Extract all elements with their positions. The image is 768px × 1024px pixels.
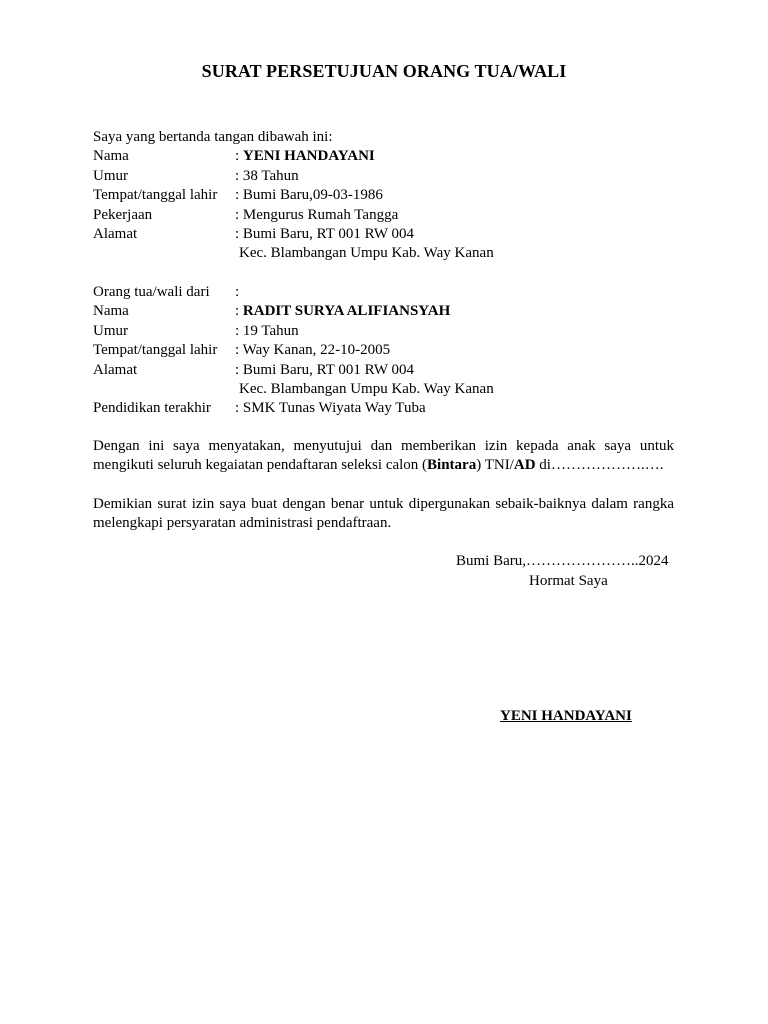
parent-address-cont: Kec. Blambangan Umpu Kab. Way Kanan xyxy=(239,245,494,262)
separator: : xyxy=(235,322,240,339)
consent-branch: AD xyxy=(513,457,536,474)
intro-text: Saya yang bertanda tangan dibawah ini: xyxy=(93,129,333,145)
consent-text-before: Dengan ini saya menyatakan, menyutujui dan memberikan izin kepada anak saya untuk mengikuti seluruh kegaiatan pendaftaran seleksi calon ( xyxy=(93,438,674,474)
child-age-label: Umur xyxy=(93,322,128,339)
parent-name-value: YENI HANDAYANI xyxy=(242,148,375,165)
separator: : xyxy=(235,206,240,223)
parent-address-label: Alamat xyxy=(93,225,138,242)
child-birth-row xyxy=(93,341,683,360)
separator: : xyxy=(235,342,240,359)
separator: : xyxy=(235,361,240,378)
child-heading: Orang tua/wali dari xyxy=(93,284,210,300)
separator: : xyxy=(235,225,240,242)
child-address-row xyxy=(93,361,683,380)
parent-name-label: Nama xyxy=(93,148,129,165)
child-name-row xyxy=(93,302,683,321)
parent-birth-label: Tempat/tanggal lahir xyxy=(93,187,218,204)
parent-age-label: Umur xyxy=(93,167,128,184)
child-heading-row xyxy=(93,283,683,302)
separator: : xyxy=(235,284,240,300)
child-address-value: Bumi Baru, RT 001 RW 004 xyxy=(242,361,414,378)
parent-address-cont-row xyxy=(93,244,683,263)
separator: : xyxy=(235,400,240,417)
child-section xyxy=(93,283,683,419)
child-birth-label: Tempat/tanggal lahir xyxy=(93,342,218,359)
closing-paragraph: Demikian surat izin saya buat dengan benar untuk dipergunakan sebaik-baiknya dalam rangka melengkapi persyaratan administrasi pendaftraan. xyxy=(93,496,674,532)
consent-rank: Bintara xyxy=(427,457,477,474)
child-address-cont: Kec. Blambangan Umpu Kab. Way Kanan xyxy=(239,380,494,397)
child-address-cont-row xyxy=(93,380,683,399)
child-name-label: Nama xyxy=(93,303,129,320)
parent-job-row xyxy=(93,206,683,225)
separator: : xyxy=(235,167,240,184)
parent-job-label: Pekerjaan xyxy=(93,206,153,223)
child-edu-row xyxy=(93,399,683,418)
parent-age-value: 38 Tahun xyxy=(242,167,299,184)
child-address-label: Alamat xyxy=(93,361,138,378)
consent-paragraph xyxy=(93,437,674,476)
child-edu-label: Pendidikan terakhir xyxy=(93,400,211,417)
signature-name: YENI HANDAYANI xyxy=(500,708,632,724)
parent-birth-value: Bumi Baru,09-03-1986 xyxy=(242,187,383,204)
child-edu-value: SMK Tunas Wiyata Way Tuba xyxy=(242,400,426,417)
child-name-value: RADIT SURYA ALIFIANSYAH xyxy=(242,303,451,320)
consent-text-mid: ) TNI/ xyxy=(476,457,514,474)
parent-address-row xyxy=(93,225,683,244)
parent-birth-row xyxy=(93,186,683,205)
parent-job-value: Mengurus Rumah Tangga xyxy=(242,206,399,223)
signature-place-date: Bumi Baru,…………………..2024 xyxy=(456,553,669,569)
parent-section xyxy=(93,128,683,264)
child-age-row xyxy=(93,322,683,341)
parent-name-row xyxy=(93,147,683,166)
separator: : xyxy=(235,148,240,165)
child-birth-value: Way Kanan, 22-10-2005 xyxy=(242,342,391,359)
document-title: SURAT PERSETUJUAN ORANG TUA/WALI xyxy=(201,61,567,81)
consent-text-after: di……………….…. xyxy=(535,457,664,474)
intro-line xyxy=(93,128,683,147)
separator: : xyxy=(235,303,240,320)
parent-address-value: Bumi Baru, RT 001 RW 004 xyxy=(242,225,414,242)
signature-greeting: Hormat Saya xyxy=(529,573,608,589)
parent-age-row xyxy=(93,167,683,186)
separator: : xyxy=(235,187,240,204)
child-age-value: 19 Tahun xyxy=(242,322,299,339)
